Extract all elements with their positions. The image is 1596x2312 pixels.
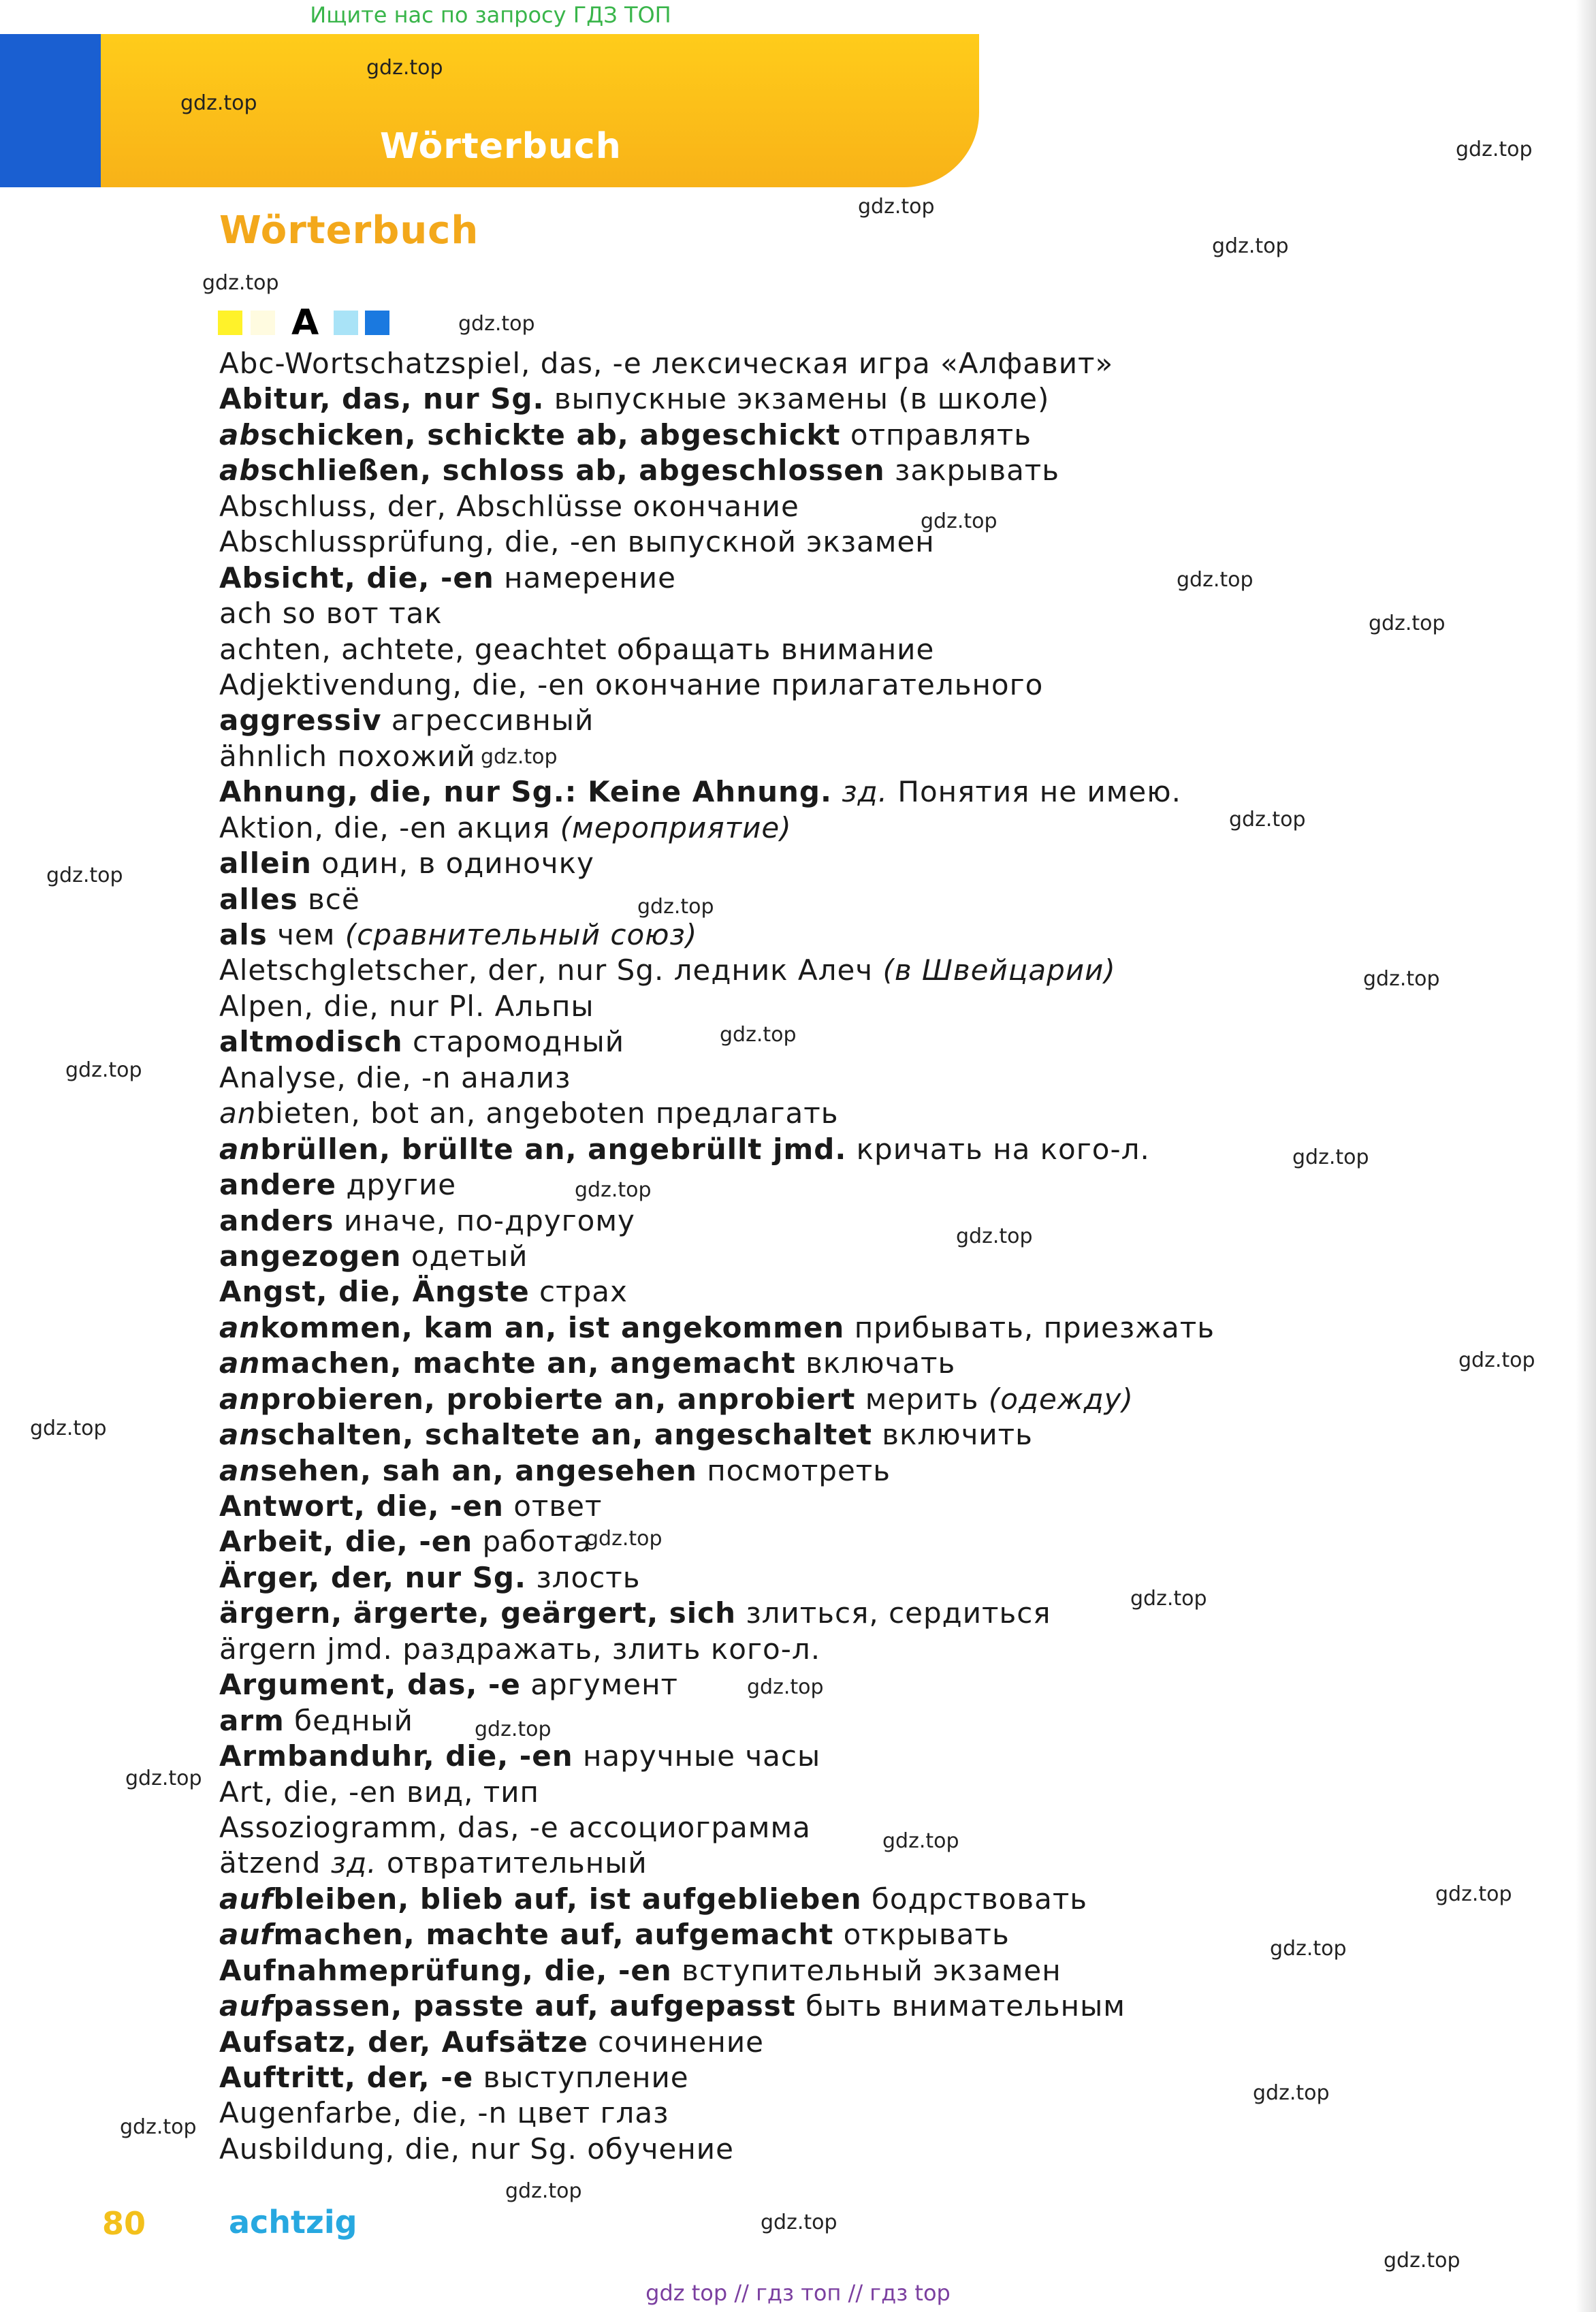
watermark-label: gdz.top xyxy=(921,509,998,533)
entry-segment: Aletschgletscher, der, nur Sg. ледник Алеч xyxy=(219,953,883,987)
dictionary-entry xyxy=(219,1489,1281,1524)
entry-segment: наручные часы xyxy=(573,1739,821,1773)
entry-segment: злиться, сердиться xyxy=(735,1596,1051,1630)
entry-segment: (мероприятие) xyxy=(560,810,792,844)
entry-segment: работа xyxy=(473,1525,592,1559)
entry-segment: machen, machte auf, aufgemacht xyxy=(273,1918,834,1952)
entry-segment: altmodisch xyxy=(219,1025,403,1059)
entry-segment: Ärger, der, nur Sg. xyxy=(219,1560,526,1594)
dictionary-entry xyxy=(219,1096,1281,1131)
entry-segment: включить xyxy=(872,1418,1033,1452)
page-edge-shadow xyxy=(1576,0,1596,2312)
dictionary-entry xyxy=(219,346,1281,381)
entry-segment: сочинение xyxy=(588,2025,764,2059)
dictionary-entry xyxy=(219,1882,1281,1917)
dictionary-entry xyxy=(219,1632,1281,1667)
watermark-label: gdz.top xyxy=(1270,1937,1347,1961)
entry-segment: Antwort, die, -en xyxy=(219,1489,504,1523)
entry-segment: Assoziogramm, das, -e ассоциограмма xyxy=(219,1810,811,1844)
entry-segment: angezogen xyxy=(219,1239,402,1273)
dictionary-entry xyxy=(219,2060,1281,2095)
entry-segment: Armbanduhr, die, -en xyxy=(219,1739,573,1773)
watermark-label: gdz.top xyxy=(202,271,279,295)
entry-segment xyxy=(832,775,842,808)
entry-segment: Adjektivendung, die, -en окончание прилагательного xyxy=(219,667,1044,701)
dictionary-entry xyxy=(219,1274,1281,1310)
page-number: 80 xyxy=(102,2205,146,2242)
entry-segment: aggressiv xyxy=(219,703,382,738)
entry-segment: Ausbildung, die, nur Sg. обучение xyxy=(219,2132,734,2166)
watermark-label: gdz.top xyxy=(1435,1882,1512,1906)
entry-segment: всё xyxy=(298,882,360,916)
watermark-label: gdz.top xyxy=(125,1767,202,1790)
watermark-label: gdz.top xyxy=(1369,612,1446,635)
entry-segment: отвратительный xyxy=(377,1846,648,1880)
dictionary-entry xyxy=(219,1560,1281,1596)
entry-segment: одетый xyxy=(401,1239,528,1273)
entry-segment: ab xyxy=(219,417,261,452)
watermark-label: gdz.top xyxy=(747,1675,824,1699)
dictionary-entry xyxy=(219,739,1281,774)
entry-segment: Понятия не имею. xyxy=(888,775,1181,809)
watermark-label: gdz.top xyxy=(1212,234,1289,258)
entry-segment: страх xyxy=(529,1275,628,1309)
entry-segment: Abc-Wortschatzspiel, das, -e лексическая игра «Алфавит» xyxy=(219,347,1114,380)
dictionary-entry xyxy=(219,381,1281,417)
entry-segment: an xyxy=(219,1132,261,1166)
watermark-label: gdz.top xyxy=(1177,568,1254,592)
dictionary-entry xyxy=(219,917,1281,953)
entry-segment: bieten, bot an, angeboten предлагать xyxy=(256,1096,839,1130)
dictionary-entry xyxy=(219,667,1281,703)
entry-segment: открывать xyxy=(833,1918,1010,1952)
banner-title: Wörterbuch xyxy=(380,126,622,167)
dictionary-entry xyxy=(219,1953,1281,1989)
dictionary-entry xyxy=(219,1167,1281,1203)
dictionary-entry xyxy=(219,846,1281,881)
entry-segment: Abschluss, der, Abschlüsse окончание xyxy=(219,489,799,523)
entry-segment: an xyxy=(219,1096,257,1130)
watermark-label: gdz.top xyxy=(637,895,714,919)
entry-segment: Absicht, die, -en xyxy=(219,560,494,595)
entry-segment: выступление xyxy=(473,2061,689,2094)
entry-segment: Arbeit, die, -en xyxy=(219,1525,473,1559)
dictionary-entry xyxy=(219,1132,1281,1167)
entry-segment: an xyxy=(219,1346,261,1380)
entry-segment: alles xyxy=(219,882,298,916)
entry-segment: Aufnahmeprüfung, die, -en xyxy=(219,1953,672,1987)
entry-segment: Aktion, die, -en акция xyxy=(219,810,560,844)
dictionary-entry xyxy=(219,1775,1281,1810)
watermark-label: gdz.top xyxy=(882,1829,959,1853)
entry-segment: (сравнительный союз) xyxy=(345,918,698,951)
dictionary-entry xyxy=(219,596,1281,631)
dictionary-entry xyxy=(219,1239,1281,1274)
entry-segment: sehen, sah an, angesehen xyxy=(260,1453,697,1487)
entry-segment: probieren, probierte an, anprobiert xyxy=(260,1382,856,1416)
entry-segment: включать xyxy=(795,1346,956,1380)
entry-segment: Auftritt, der, -e xyxy=(219,2061,474,2094)
dictionary-entry xyxy=(219,1810,1281,1846)
entry-segment: бодрствовать xyxy=(861,1882,1088,1916)
section-letter: A xyxy=(291,302,319,343)
watermark-label: gdz.top xyxy=(1456,138,1533,161)
entry-segment: Analyse, die, -n анализ xyxy=(219,1060,571,1094)
entry-segment: schließen, schloss ab, abgeschlossen xyxy=(260,454,885,488)
entry-segment: намерение xyxy=(494,560,676,595)
entry-segment: иначе, по-другому xyxy=(334,1203,635,1237)
entry-segment: отправлять xyxy=(840,417,1032,452)
entry-segment: посмотреть xyxy=(697,1453,891,1487)
bottom-search-links[interactable]: gdz top // гдз топ // гдз top xyxy=(645,2280,951,2306)
entry-segment: ärgern jmd. раздражать, злить кого-л. xyxy=(219,1632,821,1666)
entry-segment: achten, achtete, geachtet обращать внимание xyxy=(219,632,935,666)
dictionary-entry xyxy=(219,560,1281,596)
dictionary-entry xyxy=(219,774,1281,810)
entry-segment: an xyxy=(219,1382,261,1416)
entry-segment: andere xyxy=(219,1168,336,1202)
entry-segment: (в Швейцарии) xyxy=(882,953,1116,987)
dictionary-entry xyxy=(219,1989,1281,2024)
dictionary-entry xyxy=(219,1524,1281,1559)
dictionary-entry xyxy=(219,1203,1281,1239)
entry-segment: an xyxy=(219,1418,261,1452)
light-blue-square-marker xyxy=(334,311,358,335)
dictionary-entry xyxy=(219,2025,1281,2060)
entry-segment: allein xyxy=(219,846,312,881)
entry-segment: Augenfarbe, die, -n цвет глаз xyxy=(219,2096,669,2130)
watermark-label: gdz.top xyxy=(366,56,443,80)
dictionary-entry xyxy=(219,882,1281,917)
dictionary-entry xyxy=(219,1346,1281,1381)
entry-segment: мерить xyxy=(855,1382,989,1416)
entry-segment: один, в одиночку xyxy=(311,846,594,881)
dictionary-entry xyxy=(219,2095,1281,2131)
entry-segment: агрессивный xyxy=(381,703,594,738)
dictionary-entry xyxy=(219,953,1281,988)
dictionary-entry xyxy=(219,1846,1281,1881)
entry-segment: Art, die, -en вид, тип xyxy=(219,1775,540,1809)
entry-segment: прибывать, приезжать xyxy=(844,1310,1215,1344)
entry-segment: auf xyxy=(219,1882,274,1916)
watermark-label: gdz.top xyxy=(720,1023,797,1047)
dictionary-entry xyxy=(219,1596,1281,1631)
blue-square-marker xyxy=(365,311,389,335)
entry-segment: auf xyxy=(219,1918,274,1952)
entry-segment: schalten, schaltete an, angeschaltet xyxy=(260,1418,872,1452)
watermark-label: gdz.top xyxy=(1130,1587,1207,1611)
entry-segment: зд. xyxy=(330,1846,377,1880)
entry-segment: kommen, kam an, ist angekommen xyxy=(260,1310,845,1344)
entry-segment: закрывать xyxy=(884,454,1060,488)
entry-segment: другие xyxy=(336,1168,457,1202)
entry-segment: arm xyxy=(219,1703,285,1737)
entry-segment: (одежду) xyxy=(988,1382,1134,1416)
dictionary-entry xyxy=(219,417,1281,453)
watermark-label: gdz.top xyxy=(575,1178,652,1202)
dictionary-entry xyxy=(219,1310,1281,1346)
watermark-label: gdz.top xyxy=(858,195,935,219)
entry-segment: старомодный xyxy=(402,1025,625,1059)
page-number-word: achtzig xyxy=(229,2204,357,2240)
dictionary-entry xyxy=(219,989,1281,1024)
watermark-label: gdz.top xyxy=(475,1717,552,1741)
entry-segment: выпускные экзамены (в школе) xyxy=(544,382,1050,416)
entry-segment: anders xyxy=(219,1203,334,1237)
entry-segment: вступительный экзамен xyxy=(671,1953,1062,1987)
entry-segment: schicken, schickte ab, abgeschickt xyxy=(260,417,841,452)
entry-segment: злость xyxy=(526,1560,641,1594)
watermark-label: gdz.top xyxy=(120,2115,197,2139)
entry-segment: Argument, das, -e xyxy=(219,1668,521,1702)
watermark-label: gdz.top xyxy=(1458,1348,1535,1372)
entry-segment: auf xyxy=(219,1989,274,2023)
watermark-label: gdz.top xyxy=(30,1416,107,1440)
watermark-label: gdz.top xyxy=(1384,2249,1461,2273)
entry-segment: machen, machte an, angemacht xyxy=(260,1346,796,1380)
entry-segment: ärgern, ärgerte, geärgert, sich xyxy=(219,1596,736,1630)
entry-segment: чем xyxy=(267,918,345,951)
dictionary-entry xyxy=(219,489,1281,524)
watermark-label: gdz.top xyxy=(956,1224,1033,1248)
header-blue-block xyxy=(0,34,101,187)
entry-segment: an xyxy=(219,1310,261,1344)
entry-segment: als xyxy=(219,918,268,951)
watermark-label: gdz.top xyxy=(505,2179,582,2203)
pale-square-marker xyxy=(251,311,275,335)
dictionary-entry xyxy=(219,1917,1281,1952)
dictionary-entry xyxy=(219,703,1281,738)
dictionary-entry xyxy=(219,810,1281,846)
entry-segment: ähnlich похожий xyxy=(219,739,476,773)
entry-segment: быть внимательным xyxy=(795,1989,1126,2023)
dictionary-entry xyxy=(219,453,1281,488)
yellow-square-marker xyxy=(218,311,242,335)
watermark-label: gdz.top xyxy=(1363,967,1440,991)
dictionary-entry xyxy=(219,524,1281,560)
entry-segment: бедный xyxy=(284,1703,413,1737)
watermark-label: gdz.top xyxy=(458,312,535,336)
entry-segment: Angst, die, Ängste xyxy=(219,1275,530,1309)
entry-segment: кричать на кого-л. xyxy=(846,1132,1150,1166)
watermark-label: gdz.top xyxy=(180,91,257,115)
entry-segment: Abitur, das, nur Sg. xyxy=(219,382,545,416)
entry-segment: an xyxy=(219,1453,261,1487)
dictionary-entry-list xyxy=(219,346,1281,2167)
dictionary-entry xyxy=(219,1060,1281,1096)
page-heading: Wörterbuch xyxy=(219,208,479,253)
entry-segment: ach so вот так xyxy=(219,597,443,631)
top-search-hint[interactable]: Ищите нас по запросу ГДЗ ТОП xyxy=(310,2,671,28)
watermark-label: gdz.top xyxy=(1292,1145,1369,1169)
watermark-label: gdz.top xyxy=(761,2211,837,2234)
watermark-label: gdz.top xyxy=(1253,2081,1330,2105)
watermark-label: gdz.top xyxy=(586,1527,663,1551)
watermark-label: gdz.top xyxy=(46,864,123,887)
dictionary-entry xyxy=(219,632,1281,667)
entry-segment: зд. xyxy=(842,775,889,809)
entry-segment: ab xyxy=(219,454,261,488)
entry-segment: Aufsatz, der, Aufsätze xyxy=(219,2025,588,2059)
watermark-label: gdz.top xyxy=(481,745,558,769)
dictionary-entry xyxy=(219,1382,1281,1417)
entry-segment: Abschlussprüfung, die, -en выпускной экзамен xyxy=(219,525,935,559)
entry-segment: Alpen, die, nur Pl. Альпы xyxy=(219,989,594,1023)
entry-segment: ответ xyxy=(503,1489,603,1523)
entry-segment: Ahnung, die, nur Sg.: Keine Ahnung. xyxy=(219,775,832,809)
watermark-label: gdz.top xyxy=(1229,808,1306,832)
dictionary-entry xyxy=(219,1417,1281,1453)
entry-segment: bleiben, blieb auf, ist aufgeblieben xyxy=(273,1882,862,1916)
dictionary-entry xyxy=(219,1453,1281,1489)
dictionary-entry xyxy=(219,2132,1281,2167)
watermark-label: gdz.top xyxy=(65,1058,142,1082)
entry-segment: passen, passte auf, aufgepasst xyxy=(273,1989,796,2023)
dictionary-entry xyxy=(219,1739,1281,1774)
entry-segment: brüllen, brüllte an, angebrüllt jmd. xyxy=(260,1132,847,1166)
entry-segment: аргумент xyxy=(520,1668,679,1702)
dictionary-entry xyxy=(219,1703,1281,1739)
entry-segment: ätzend xyxy=(219,1846,331,1880)
